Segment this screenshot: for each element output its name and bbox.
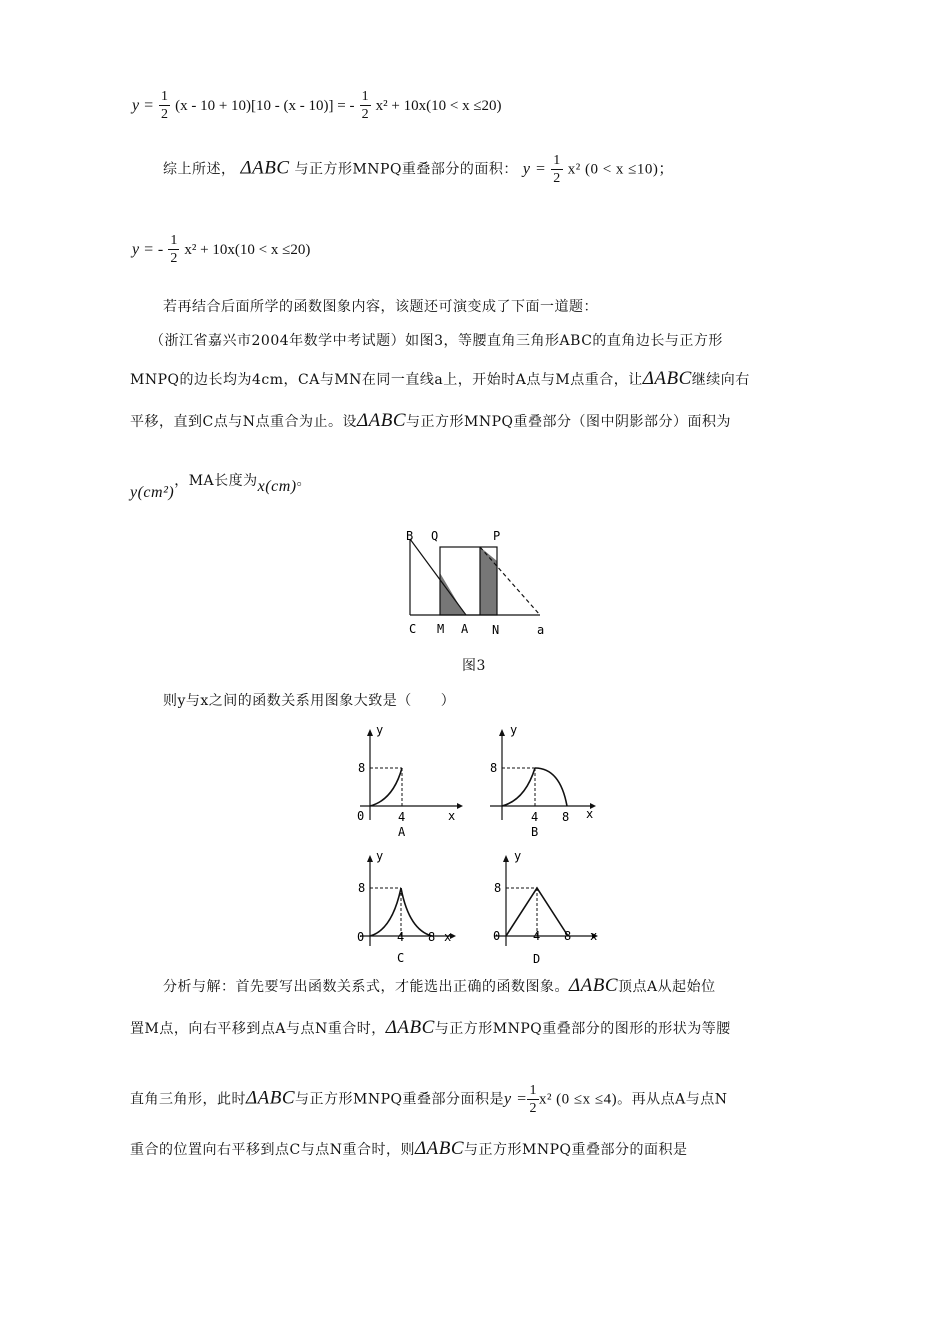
y-tick-8: 8 [358,761,366,775]
x-tick-4: 4 [531,810,539,824]
problem-line-4 [130,470,312,501]
summary-lead: 综上所述， [163,161,236,178]
analysis-formula-lhs: y = [504,1090,528,1108]
summary-text: 与正方形MNPQ重叠部分的面积： [294,161,518,178]
formula-top-body: (x - 10 + 10)[10 - (x - 10)] = - [175,98,355,114]
summary-formula-tail: x² (0 < x ≤10)； [567,161,674,178]
y-axis-arrow-icon [503,855,509,862]
frac-denominator: 2 [361,107,369,122]
problem-line-3-b: 与正方形MNPQ重叠部分（图中阴影部分）面积为 [406,414,731,430]
question-text: 则y与x之间的函数关系用图象大致是（ ） [163,693,456,709]
y-axis-arrow-icon [367,855,373,862]
graph-option-C [345,848,470,970]
summary-fraction [551,152,563,187]
analysis-fraction [527,1082,539,1117]
triangle-hypotenuse [410,539,466,615]
option-label-C: C [397,951,405,965]
problem-line-2-b: 继续向右 [691,372,750,388]
frac-denominator: 2 [529,1101,537,1116]
analysis-line-2-a: 置M点，向右平移到点A与点N重合时， [130,1021,386,1037]
origin-label: 0 [493,929,501,943]
frac-denominator: 2 [161,107,168,122]
graph-option-B [480,720,605,840]
analysis-line-3 [130,1082,728,1117]
frac-numerator: 1 [170,233,178,248]
problem-line-4-mid: ，MA长度为 [174,473,258,489]
frac-numerator: 1 [529,1083,537,1098]
x-tick-8: 8 [564,929,572,943]
axis-x-label: x [590,929,598,943]
x-tick-8: 8 [428,930,436,944]
analysis-line-4-abc: ΔABC [414,1138,465,1159]
analysis-line-1-a: 分析与解：首先要写出函数关系式，才能选出正确的函数图象。 [163,979,569,995]
analysis-line-2 [130,1017,731,1039]
problem-line-2 [130,368,750,390]
y-tick-8: 8 [490,761,498,775]
axis-y-label: y [376,723,384,737]
analysis-line-1-b: 顶点A从起始位 [618,979,716,995]
summary-formula-lhs: y = [522,160,547,178]
x-tick-4: 4 [398,810,406,824]
problem-line-2-a: MNPQ的边长均为4cm，CA与MN在同一直线a上，开始时A点与M点重合，让 [130,372,643,388]
curve-parabola-up [370,888,401,936]
analysis-line-3-abc: ΔABC [246,1087,296,1109]
option-label-A: A [398,825,406,839]
axis-y-label: y [376,849,384,863]
problem-y-unit: y(cm²) [130,484,175,501]
formula-top-fraction [159,88,170,123]
curve-parabola-down [535,768,567,806]
analysis-line-1 [163,975,716,997]
summary-abc: ΔABC [240,157,290,179]
analysis-formula-tail: x² (0 ≤x ≤4) [538,1091,618,1108]
formula-second-tail: x² + 10x(10 < x ≤20) [184,242,311,258]
formula-top-fraction-2 [360,88,371,123]
option-label-B: B [531,825,539,839]
axis-y-label: y [510,723,518,737]
y-tick-8: 8 [494,881,502,895]
analysis-line-3-c: 。再从点A与点N [617,1091,728,1108]
label-B: B [406,529,414,543]
origin-label: 0 [357,809,365,823]
x-axis-arrow-icon [457,803,463,809]
axis-x-label: x [586,807,594,821]
frac-denominator: 2 [553,171,561,186]
axis-x-label: x [448,809,456,823]
label-M: M [437,622,445,636]
label-N: N [492,623,500,637]
axis-x-label: x [444,930,452,944]
problem-line-4-end: 。 [296,473,312,489]
problem-line-3-a: 平移，直到C点与N点重合为止。设 [130,414,357,430]
analysis-line-3-a: 直角三角形，此时 [130,1091,246,1108]
formula-top-tail: x² + 10x(10 < x ≤20) [375,98,502,114]
frac-numerator: 1 [553,153,561,168]
curve-parabola-up [502,768,535,806]
curve-parabola-down [401,888,432,936]
label-Q: Q [431,529,439,543]
frac-numerator: 1 [361,89,369,104]
problem-line-2-abc: ΔABC [642,368,692,389]
problem-line-3 [130,410,731,432]
analysis-line-4 [130,1138,688,1160]
curve-parabola-up [370,768,402,806]
shaded-overlap-right [480,547,497,615]
frac-numerator: 1 [161,89,168,104]
analysis-line-4-b: 与正方形MNPQ重叠部分的面积是 [464,1142,688,1158]
summary-line [163,152,674,187]
analysis-line-2-b: 与正方形MNPQ重叠部分的图形的形状为等腰 [434,1021,731,1037]
graph-option-D [480,848,605,970]
origin-label: 0 [357,930,365,944]
x-tick-4: 4 [397,930,405,944]
problem-line-3-abc: ΔABC [356,410,407,431]
figure-3-diagram [400,525,560,640]
formula-second-lhs: y = - [132,241,164,258]
figure-3-caption: 图3 [462,658,486,674]
x-tick-4: 4 [533,929,541,943]
y-tick-8: 8 [358,881,366,895]
label-P: P [493,529,501,543]
problem-x-unit: x(cm) [257,478,297,495]
analysis-line-4-a: 重合的位置向右平移到点C与点N重合时，则 [130,1142,415,1158]
label-A: A [461,622,469,636]
analysis-line-2-abc: ΔABC [385,1017,435,1038]
frac-denominator: 2 [170,251,178,266]
x-tick-8: 8 [562,810,570,824]
label-a: a [537,623,545,637]
axis-y-label: y [514,849,522,863]
graph-option-A [345,720,470,840]
formula-second-fraction [168,232,179,267]
formula-second [132,232,310,267]
option-label-D: D [533,952,541,966]
y-axis-arrow-icon [367,729,373,736]
y-axis-arrow-icon [499,729,505,736]
analysis-line-3-b: 与正方形MNPQ重叠部分面积是 [295,1091,505,1108]
formula-top [132,88,502,123]
analysis-line-1-abc: ΔABC [569,975,619,996]
para-intro: 若再结合后面所学的函数图象内容，该题还可演变成了下面一道题： [163,299,598,315]
formula-top-lhs: y = [132,97,154,114]
label-C: C [409,622,417,636]
problem-line-1: （浙江省嘉兴市2004年数学中考试题）如图3，等腰直角三角形ABC的直角边长与正方形 [150,333,723,349]
